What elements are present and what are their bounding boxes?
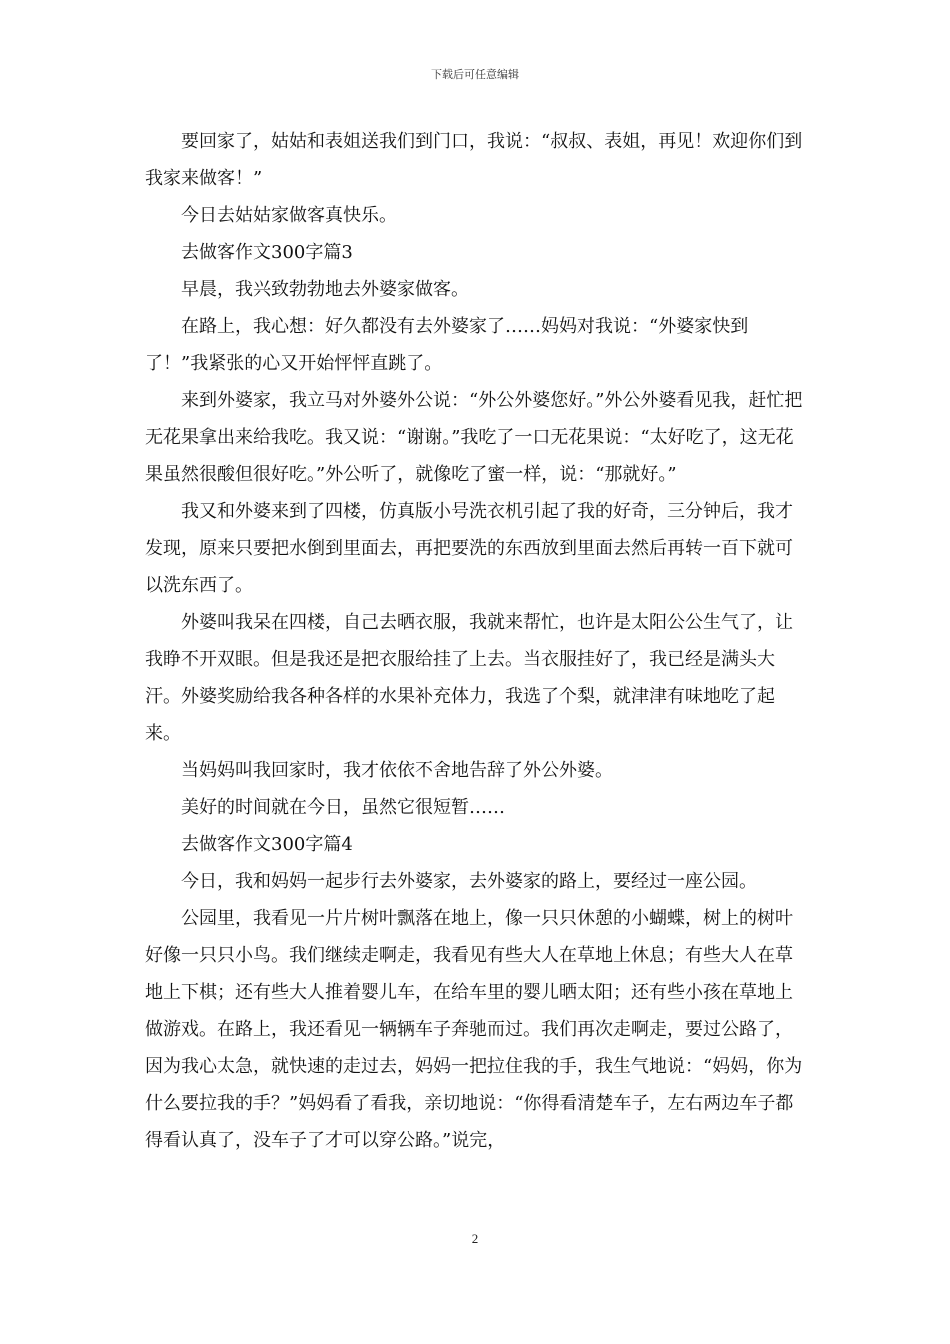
page-header: 下载后可任意编辑 — [431, 68, 519, 81]
paragraph: 今日去姑姑家做客真快乐。 — [181, 205, 397, 226]
section-heading: 去做客作文300字篇4 — [181, 834, 353, 855]
body-text — [145, 123, 805, 1159]
paragraph: 公园里，我看见一片片树叶飘落在地上，像一只只休憩的小蝴蝶，树上的树叶好像一只只小鸟。我们继续走啊走，我看见有些大人在草地上休息；有些大人在草地上下棋；还有些大人推着婴儿车，在给车里的婴儿晒太阳；还有些小孩在草地上做游戏。在路上，我还看见一辆辆车子奔驰而过。我们再次走啊走，要过公路了，因为我心太急，就快速的走过去，妈妈一把拉住我的手，我生气地说：“妈妈，你为什么要拉我的手？”妈妈看了看我，亲切地说：“你得看清楚车子，左右两边车子都得看认真了，没车子了才可以穿公路。”说完， — [145, 908, 803, 1151]
page-number: 2 — [471, 1231, 479, 1246]
paragraph: 我又和外婆来到了四楼，仿真版小号洗衣机引起了我的好奇，三分钟后，我才发现，原来只要把水倒到里面去，再把要洗的东西放到里面去然后再转一百下就可以洗东西了。 — [145, 501, 793, 596]
paragraph: 今日，我和妈妈一起步行去外婆家，去外婆家的路上，要经过一座公园。 — [181, 871, 757, 892]
paragraph: 美好的时间就在今日，虽然它很短暂…… — [181, 797, 505, 818]
paragraph: 来到外婆家，我立马对外婆外公说：“外公外婆您好。”外公外婆看见我，赶忙把无花果拿出来给我吃。我又说：“谢谢。”我吃了一口无花果说：“太好吃了，这无花果虽然很酸但很好吃。”外公听了，就像吃了蜜一样，说：“那就好。” — [145, 390, 803, 485]
paragraph: 外婆叫我呆在四楼，自己去晒衣服，我就来帮忙，也许是太阳公公生气了，让我睁不开双眼。但是我还是把衣服给挂了上去。当衣服挂好了，我已经是满头大汗。外婆奖励给我各种各样的水果补充体力，我选了个梨，就津津有味地吃了起来。 — [145, 612, 793, 744]
paragraph: 在路上，我心想：好久都没有去外婆家了……妈妈对我说：“外婆家快到了！”我紧张的心又开始怦怦直跳了。 — [145, 316, 749, 374]
paragraph: 要回家了，姑姑和表姐送我们到门口，我说：“叔叔、表姐，再见！欢迎你们到我家来做客！” — [145, 131, 803, 189]
section-heading: 去做客作文300字篇3 — [181, 242, 353, 263]
paragraph: 早晨，我兴致勃勃地去外婆家做客。 — [181, 279, 469, 300]
paragraph: 当妈妈叫我回家时，我才依依不舍地告辞了外公外婆。 — [181, 760, 613, 781]
